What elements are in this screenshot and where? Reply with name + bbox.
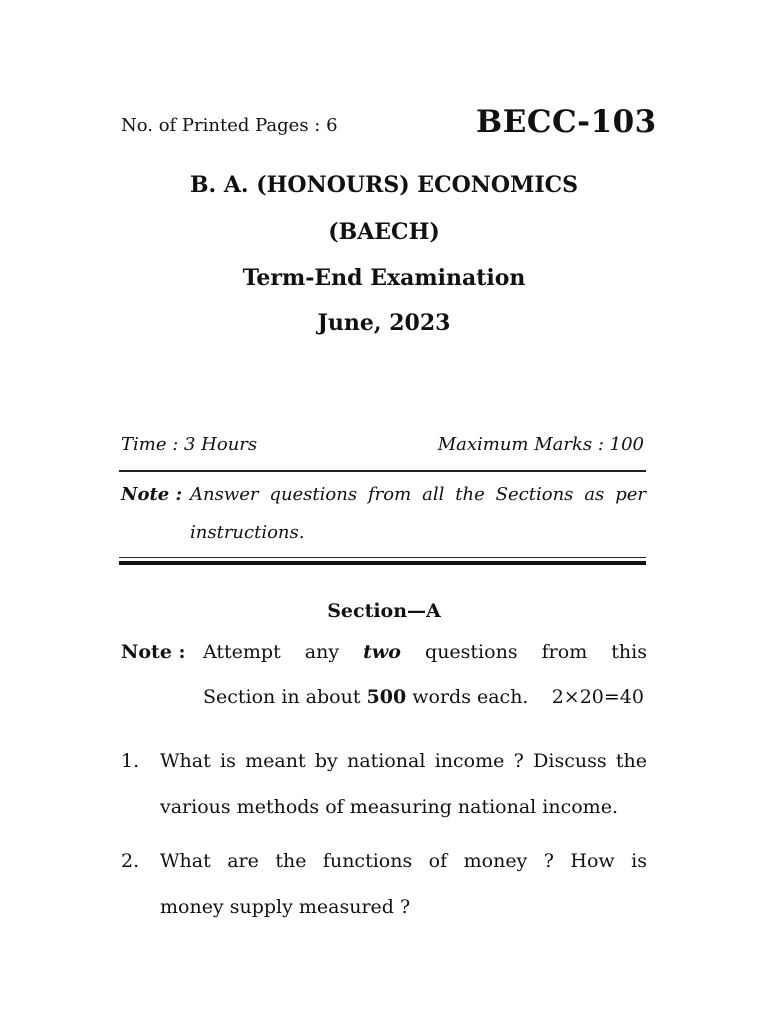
section-note-label: Note : <box>121 641 186 663</box>
programme-abbrev: (BAECH) <box>328 219 440 245</box>
general-note-label: Note : <box>121 484 183 505</box>
section-note-word: this <box>611 641 647 663</box>
section-note-line1 <box>203 641 647 663</box>
section-note-prefix: Section in about <box>203 686 361 708</box>
section-note-suffix: words each. <box>412 686 529 708</box>
question-text-line2: various methods of measuring national income. <box>160 796 618 818</box>
exam-duration: Time : 3 Hours <box>121 434 258 455</box>
general-note-text-line2: instructions. <box>190 522 305 543</box>
section-note-word: Attempt <box>203 641 281 663</box>
double-rule-thick <box>119 561 646 565</box>
section-heading: Section—A <box>327 600 441 622</box>
question-text-line1: What is meant by national income ? Discuss the <box>160 750 647 772</box>
section-note-word: questions <box>425 641 518 663</box>
section-note-word: any <box>304 641 340 663</box>
question-text-line2: money supply measured ? <box>160 896 411 918</box>
course-code: BECC-103 <box>476 104 657 140</box>
divider-rule <box>119 470 646 472</box>
programme-title: B. A. (HONOURS) ECONOMICS <box>189 172 579 198</box>
word-count: 500 <box>366 686 407 708</box>
question-text-line1: What are the functions of money ? How is <box>160 850 647 872</box>
section-note-line2 <box>203 686 644 708</box>
section-marks: 2×20=40 <box>551 686 644 708</box>
printed-pages-count: No. of Printed Pages : 6 <box>121 115 338 136</box>
general-note-text-line1: Answer questions from all the Sections as per <box>190 484 646 505</box>
question-number: 1. <box>121 750 140 772</box>
exam-title: Term-End Examination <box>242 265 526 291</box>
section-note-emphasis: two <box>363 641 401 663</box>
double-rule-thin <box>119 557 646 558</box>
maximum-marks: Maximum Marks : 100 <box>437 434 644 455</box>
section-note-length <box>203 686 528 708</box>
exam-session: June, 2023 <box>317 310 451 336</box>
section-note-word: from <box>541 641 588 663</box>
question-number: 2. <box>121 850 140 872</box>
